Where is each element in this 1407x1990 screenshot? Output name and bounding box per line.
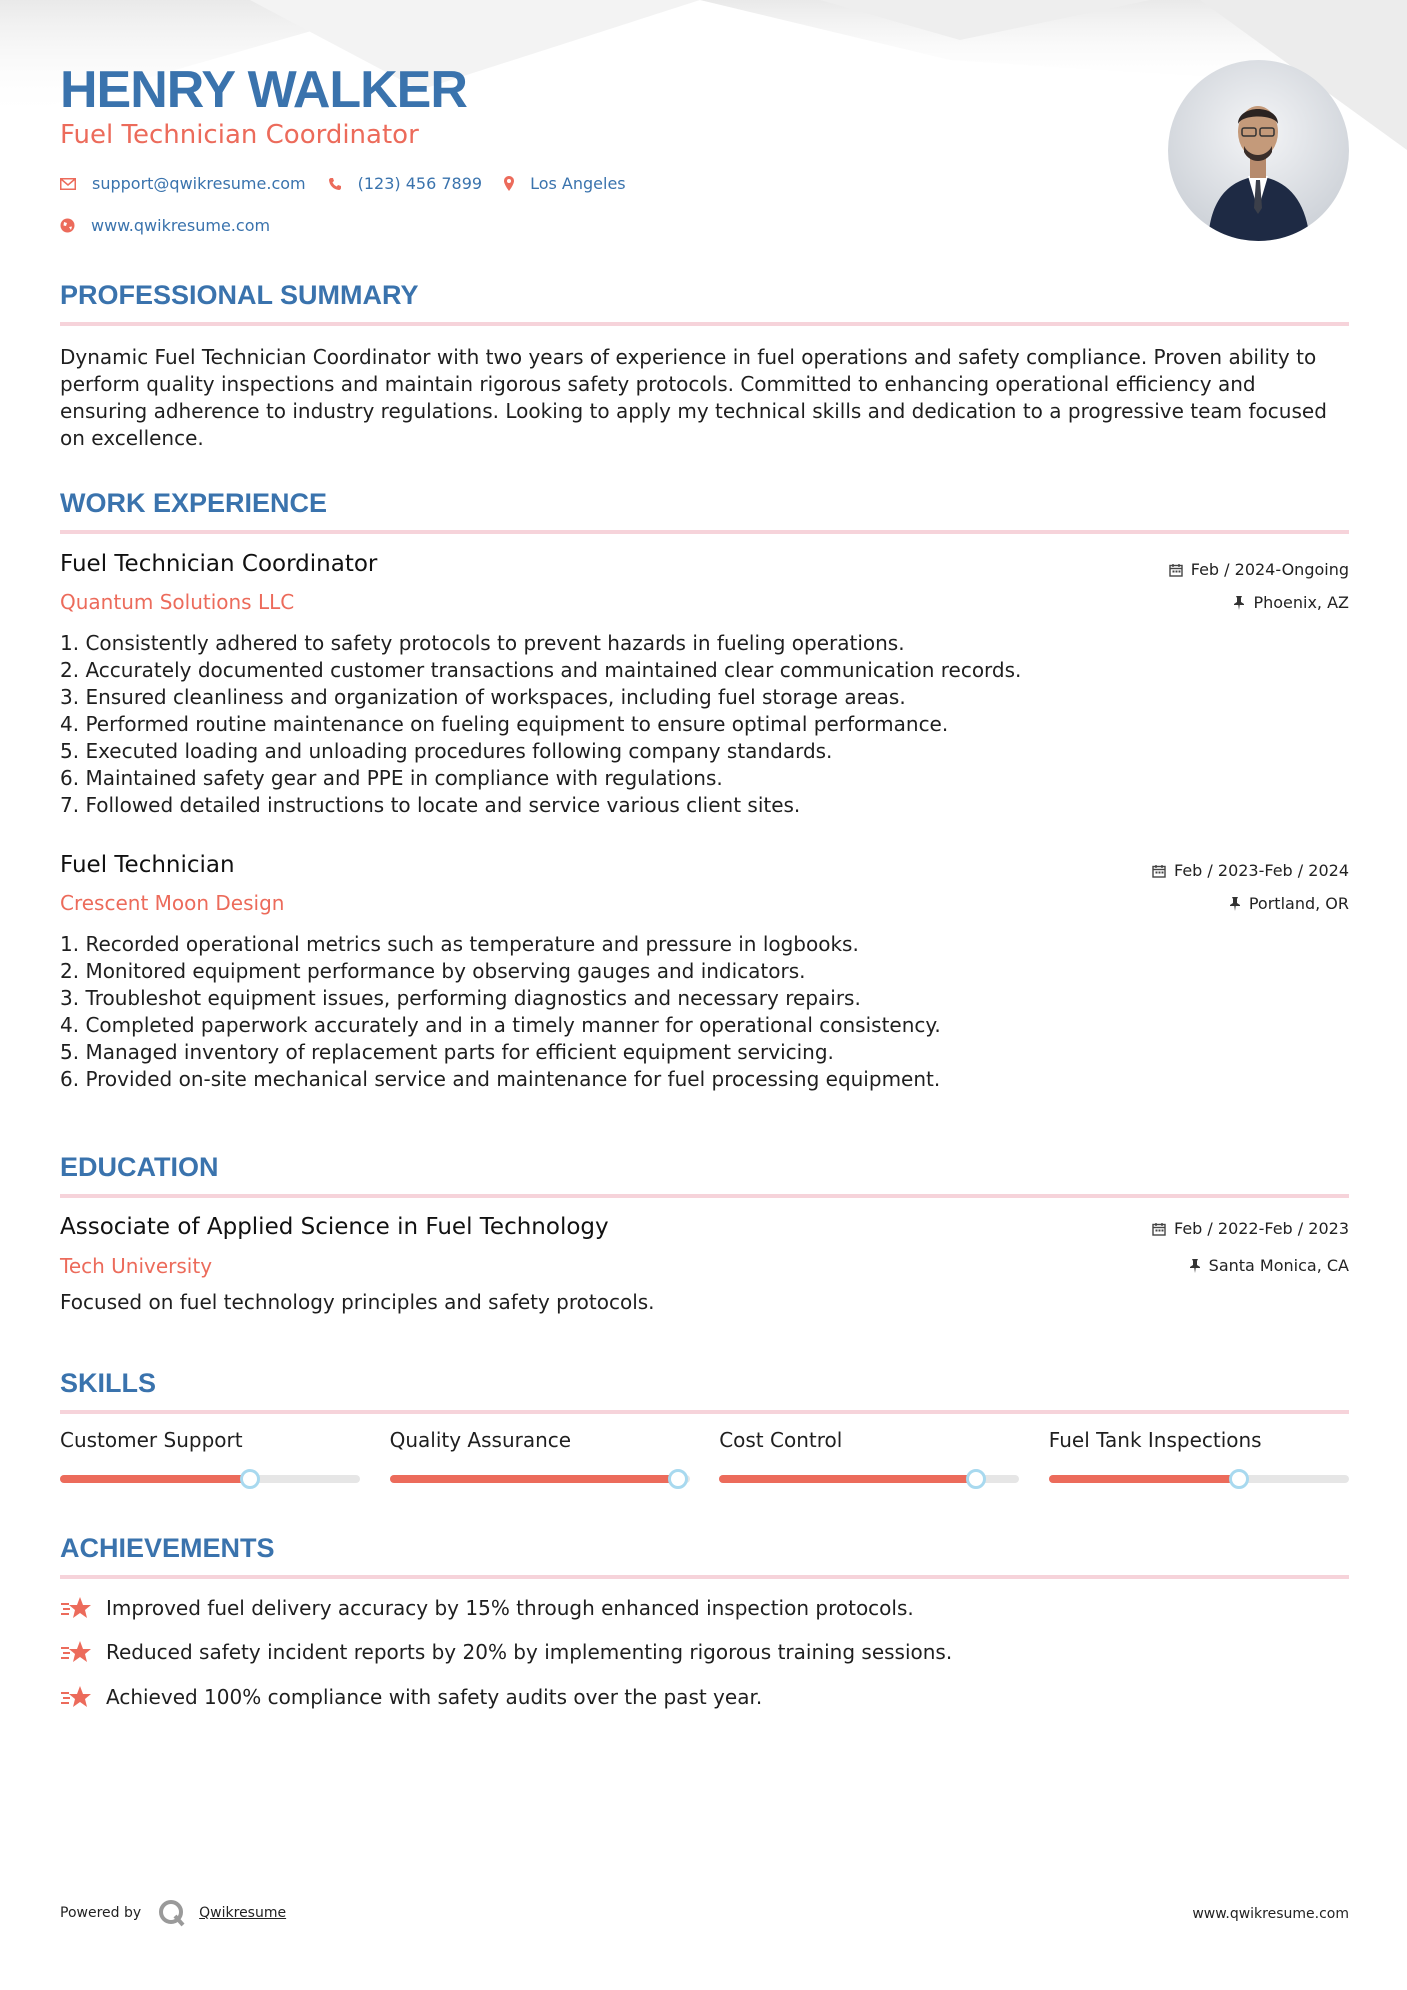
star-badge-icon: [60, 1596, 92, 1620]
star-badge-icon: [60, 1685, 92, 1709]
skill-level-knob: [1229, 1469, 1249, 1489]
list-item: 5. Managed inventory of replacement parts for efficient equipment servicing.: [60, 1040, 834, 1064]
education-section-header: [60, 1152, 1349, 1183]
skills-heading: SKILLS: [60, 1368, 157, 1398]
footer-website[interactable]: www.qwikresume.com: [1192, 1906, 1349, 1922]
achievement-item: [60, 1596, 914, 1620]
skill-level-fill: [60, 1475, 250, 1483]
job-location: [1233, 593, 1349, 612]
powered-by-label: Powered by: [60, 1905, 142, 1921]
job-title: Fuel Technician Coordinator: [60, 551, 378, 577]
skill-level-bar: [719, 1475, 1019, 1483]
website-text: www.qwikresume.com: [91, 216, 271, 235]
list-item: 7. Followed detailed instructions to locate and service various client sites.: [60, 793, 801, 817]
list-item: 2. Monitored equipment performance by observing gauges and indicators.: [60, 959, 806, 983]
phone-text: (123) 456 7899: [357, 174, 483, 193]
skill-level-fill: [1049, 1475, 1239, 1483]
job-location: [1229, 894, 1349, 913]
job-dates: [1169, 560, 1349, 579]
education-heading: EDUCATION: [60, 1152, 219, 1182]
education-location: [1189, 1256, 1349, 1275]
experience-heading: WORK EXPERIENCE: [60, 488, 328, 518]
skill-level-bar: [390, 1475, 690, 1483]
section-divider: [60, 322, 1349, 326]
envelope-icon: [60, 178, 76, 190]
map-pin-icon: [504, 176, 514, 191]
job-dates-text: Feb / 2024-Ongoing: [1190, 560, 1349, 579]
education-dates-text: Feb / 2022-Feb / 2023: [1174, 1219, 1349, 1238]
skill-level-bar: [60, 1475, 360, 1483]
education-description: Focused on fuel technology principles and safety protocols.: [60, 1290, 655, 1314]
job-company: Quantum Solutions LLC: [60, 590, 295, 614]
email-item[interactable]: [60, 174, 306, 193]
list-item: 3. Ensured cleanliness and organization of workspaces, including fuel storage areas.: [60, 685, 906, 709]
skill-label: Quality Assurance: [389, 1428, 572, 1452]
calendar-icon: [1169, 563, 1183, 577]
achievement-item: [60, 1685, 762, 1709]
job-title: Fuel Technician: [60, 852, 235, 878]
section-divider: [60, 1575, 1349, 1579]
list-item: 4. Performed routine maintenance on fueling equipment to ensure optimal performance.: [60, 712, 949, 736]
job-dates: [1152, 861, 1349, 880]
skill-level-fill: [719, 1475, 975, 1483]
footer-powered-by: [60, 1898, 286, 1928]
list-item: 5. Executed loading and unloading procedures following company standards.: [60, 739, 833, 763]
phone-icon: [328, 177, 342, 191]
profile-photo-image: [1168, 60, 1349, 241]
job-company: Crescent Moon Design: [60, 891, 285, 915]
pushpin-icon: [1189, 1259, 1201, 1273]
skill-level-knob: [966, 1469, 986, 1489]
job-bullets: [60, 931, 1160, 1093]
pushpin-icon: [1233, 596, 1245, 610]
achievements-heading: ACHIEVEMENTS: [60, 1533, 275, 1563]
list-item: 6. Maintained safety gear and PPE in compliance with regulations.: [60, 766, 723, 790]
section-divider: [60, 530, 1349, 534]
experience-section-header: [60, 488, 1349, 519]
job-location-text: Phoenix, AZ: [1253, 593, 1349, 612]
job-location-text: Portland, OR: [1248, 894, 1349, 913]
skill-label: Fuel Tank Inspections: [1048, 1428, 1262, 1452]
globe-icon: [60, 218, 75, 233]
skill-level-bar: [1049, 1475, 1349, 1483]
location-text: Los Angeles: [530, 174, 626, 193]
website-row: [60, 216, 292, 235]
location-item: [504, 174, 626, 193]
achievement-item: [60, 1640, 952, 1664]
list-item: 1. Recorded operational metrics such as temperature and pressure in logbooks.: [60, 932, 859, 956]
list-item: 3. Troubleshot equipment issues, performing diagnostics and necessary repairs.: [60, 986, 861, 1010]
star-badge-icon: [60, 1640, 92, 1664]
phone-item[interactable]: [328, 174, 482, 193]
skill-level-knob: [668, 1469, 688, 1489]
summary-section-header: [60, 280, 1349, 311]
list-item: 1. Consistently adhered to safety protocols to prevent hazards in fueling operations.: [60, 631, 905, 655]
candidate-name: HENRY WALKER: [60, 61, 467, 119]
contact-row: [60, 174, 648, 193]
list-item: 4. Completed paperwork accurately and in a timely manner for operational consistency.: [60, 1013, 941, 1037]
profile-photo: [1168, 60, 1349, 241]
job-dates-text: Feb / 2023-Feb / 2024: [1174, 861, 1349, 880]
achievement-text: Improved fuel delivery accuracy by 15% through enhanced inspection protocols.: [106, 1596, 914, 1620]
list-item: 6. Provided on-site mechanical service and maintenance for fuel processing equipment.: [60, 1067, 941, 1091]
skill-label: Customer Support: [60, 1428, 243, 1452]
website-item[interactable]: [60, 216, 270, 235]
section-divider: [60, 1194, 1349, 1198]
skill-level-knob: [240, 1469, 260, 1489]
calendar-icon: [1152, 864, 1166, 878]
achievements-section-header: [60, 1533, 1349, 1564]
summary-heading: PROFESSIONAL SUMMARY: [60, 280, 419, 310]
email-text: support@qwikresume.com: [92, 174, 306, 193]
job-bullets: [60, 630, 1160, 819]
pushpin-icon: [1229, 897, 1241, 911]
school-name: Tech University: [60, 1254, 213, 1278]
achievement-text: Achieved 100% compliance with safety audits over the past year.: [106, 1685, 763, 1709]
candidate-title: Fuel Technician Coordinator: [60, 120, 419, 150]
summary-text: Dynamic Fuel Technician Coordinator with two years of experience in fuel operations and safety compliance. Proven ability to perform quality inspections and maintain rigorous safety protocols. Committed to enhancing operational efficiency and ensuring adherence to industry regulations. Looking to apply my technical skills and dedication to a progressive team focused on excellence.: [60, 345, 1327, 450]
skill-label: Cost Control: [719, 1428, 843, 1452]
skill-level-fill: [390, 1475, 678, 1483]
brand-link[interactable]: Qwikresume: [199, 1905, 287, 1921]
skills-section-header: [60, 1368, 1349, 1399]
education-location-text: Santa Monica, CA: [1208, 1256, 1349, 1275]
calendar-icon: [1152, 1222, 1166, 1236]
list-item: 2. Accurately documented customer transactions and maintained clear communication records.: [60, 658, 1022, 682]
education-dates: [1152, 1219, 1349, 1238]
achievement-text: Reduced safety incident reports by 20% by implementing rigorous training sessions.: [106, 1640, 953, 1664]
degree-title: Associate of Applied Science in Fuel Technology: [60, 1214, 609, 1240]
section-divider: [60, 1410, 1349, 1414]
qwikresume-logo-icon: [157, 1898, 187, 1928]
